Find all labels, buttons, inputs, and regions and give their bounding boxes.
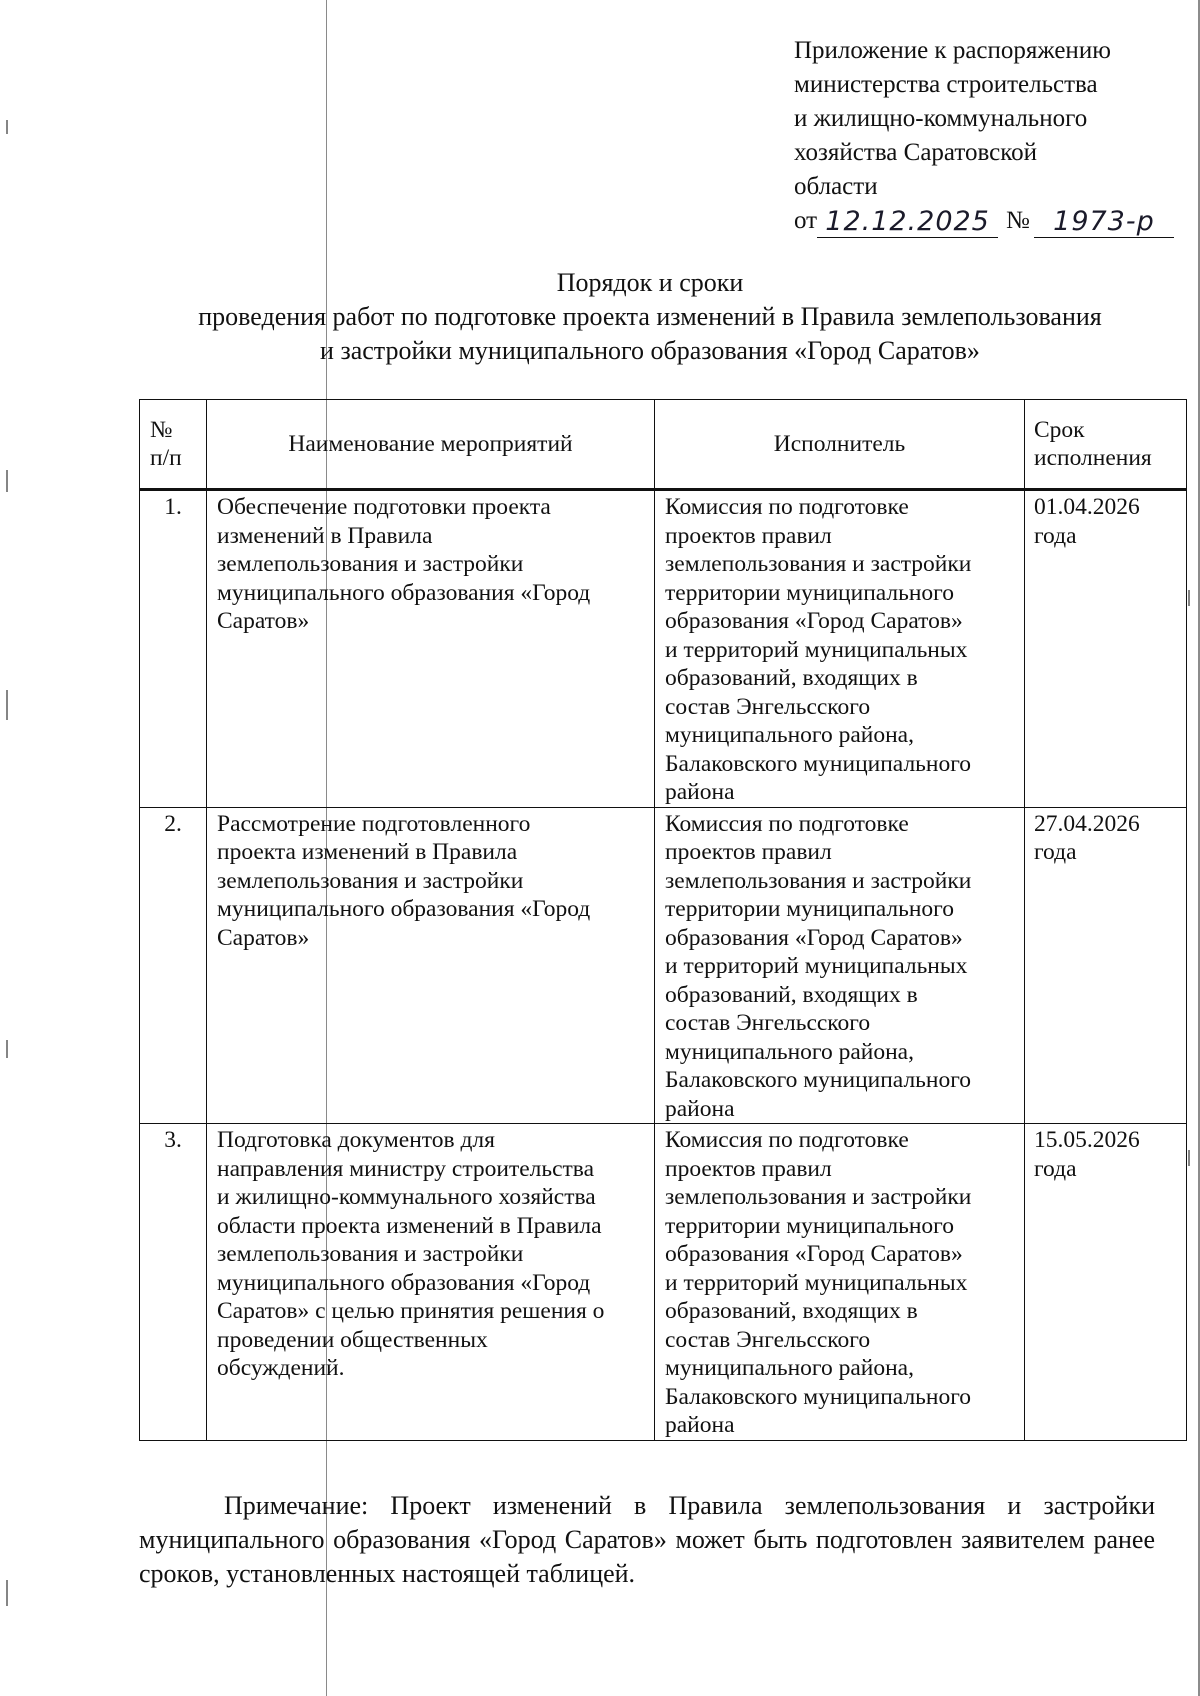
appendix-line: Приложение к распоряжению (794, 37, 1111, 64)
cell-line: муниципального образования «Город (217, 1269, 591, 1296)
cell-line: Комиссия по подготовке (665, 810, 909, 837)
title-line: Порядок и сроки (556, 268, 744, 297)
cell-line: Комиссия по подготовке (665, 494, 909, 520)
header-deadline-line: Срок (1034, 417, 1085, 443)
cell-line: землепользования и застройки (217, 1241, 524, 1267)
schedule-table (139, 399, 1187, 1441)
header-deadline-line: исполнения (1034, 445, 1152, 471)
table-row (140, 807, 1187, 1124)
header-executor: Исполнитель (655, 400, 1025, 490)
scan-speck (6, 690, 8, 720)
appendix-line: министерства строительства (794, 71, 1098, 98)
executor-cell (655, 807, 1025, 1124)
cell-line: образования «Город Саратов» (665, 608, 963, 634)
cell-line: Саратов» (217, 608, 310, 634)
cell-line: муниципального района, (665, 722, 914, 748)
document-title (130, 266, 1170, 368)
cell-line: области проекта изменений в Правила (217, 1212, 602, 1239)
cell-line: муниципального района, (665, 1038, 914, 1065)
handwritten-date: 12.12.2025 (817, 207, 998, 238)
cell-line: Балаковского муниципального (665, 1067, 972, 1093)
title-line: проведения работ по подготовке проекта изменений в Правила землепользования (198, 302, 1102, 331)
cell-line: землепользования и застройки (665, 551, 972, 577)
cell-line: проектов правил (665, 839, 832, 865)
table-header-row (140, 400, 1187, 490)
cell-line: 01.04.2026 (1034, 494, 1140, 520)
cell-line: района (665, 1412, 735, 1438)
deadline-cell (1025, 490, 1187, 808)
scan-speck (1188, 1150, 1190, 1166)
cell-line: Саратов» с целью принятия решения о (217, 1298, 605, 1324)
appendix-line: и жилищно-коммунального (794, 105, 1088, 132)
cell-line: территории муниципального (665, 896, 954, 922)
deadline-cell (1025, 807, 1187, 1124)
cell-line: территории муниципального (665, 1212, 954, 1239)
cell-line: Обеспечение подготовки проекта (217, 494, 551, 520)
cell-line: обсуждений. (217, 1355, 345, 1381)
cell-line: Балаковского муниципального (665, 1383, 972, 1410)
appendix-line: области (794, 173, 878, 200)
title-line: и застройки муниципального образования «Город Саратов» (320, 336, 980, 365)
cell-line: землепользования и застройки (665, 1184, 972, 1210)
cell-line: муниципального района, (665, 1355, 914, 1381)
cell-line: территории муниципального (665, 579, 954, 606)
activity-name-cell (207, 807, 655, 1124)
cell-line: года (1034, 522, 1077, 549)
scan-speck (6, 1040, 8, 1058)
cell-line: землепользования и застройки (217, 867, 524, 894)
cell-line: образования «Город Саратов» (665, 924, 963, 951)
cell-line: направления министру строительства (217, 1155, 595, 1182)
header-deadline (1025, 400, 1187, 490)
cell-line: состав Энгельсского (665, 1326, 871, 1353)
cell-line: образования «Город Саратов» (665, 1241, 963, 1267)
cell-line: проектов правил (665, 1155, 832, 1182)
row-number: 2. (140, 807, 207, 1124)
activity-name-cell (207, 1124, 655, 1441)
cell-line: образований, входящих в (665, 981, 918, 1008)
cell-line: и территорий муниципальных (665, 1269, 968, 1296)
number-label: № (1006, 207, 1030, 234)
cell-line: 27.04.2026 (1034, 810, 1140, 837)
row-number: 3. (140, 1124, 207, 1441)
handwritten-order-number: 1973-р (1034, 207, 1174, 238)
header-number-line: № (150, 417, 173, 443)
executor-cell (655, 1124, 1025, 1441)
cell-line: Балаковского муниципального (665, 750, 972, 777)
deadline-cell (1025, 1124, 1187, 1441)
cell-line: Подготовка документов для (217, 1127, 495, 1153)
cell-line: Комиссия по подготовке (665, 1127, 909, 1153)
table-body (140, 490, 1187, 1441)
cell-line: года (1034, 1155, 1077, 1182)
appendix-line: хозяйства Саратовской (794, 139, 1037, 166)
cell-line: изменений в Правила (217, 522, 433, 549)
cell-line: муниципального образования «Город (217, 579, 591, 606)
header-number-line: п/п (150, 445, 182, 471)
cell-line: 15.05.2026 (1034, 1127, 1140, 1153)
cell-line: состав Энгельсского (665, 693, 871, 720)
cell-line: района (665, 1095, 735, 1122)
cell-line: проведении общественных (217, 1326, 488, 1353)
activity-name-cell (207, 490, 655, 808)
header-activity-name: Наименование мероприятий (207, 400, 655, 490)
scan-speck (6, 1580, 8, 1606)
order-reference (794, 204, 1174, 238)
cell-line: землепользования и застройки (665, 867, 972, 894)
executor-cell (655, 490, 1025, 808)
row-number: 1. (140, 490, 207, 808)
cell-line: образований, входящих в (665, 1298, 918, 1324)
scan-speck (6, 120, 8, 134)
cell-line: года (1034, 839, 1077, 865)
from-label: от (794, 207, 818, 234)
cell-line: Рассмотрение подготовленного (217, 810, 531, 837)
table-header (140, 400, 1187, 490)
cell-line: землепользования и застройки (217, 551, 524, 577)
cell-line: и территорий муниципальных (665, 636, 968, 663)
scan-speck (6, 470, 8, 492)
cell-line: и жилищно-коммунального хозяйства (217, 1184, 596, 1210)
cell-line: состав Энгельсского (665, 1010, 871, 1036)
cell-line: проекта изменений в Правила (217, 839, 518, 865)
header-number (140, 400, 207, 490)
table-row (140, 490, 1187, 808)
scan-speck (1188, 590, 1190, 606)
cell-line: района (665, 779, 735, 805)
footnote-paragraph: Примечание: Проект изменений в Правила землепользования и застройки муниципального образования «Город Саратов» может быть подготовлен заявителем ранее сроков, установленных настоящей таблицей. (139, 1491, 1155, 1588)
cell-line: проектов правил (665, 522, 832, 549)
cell-line: Саратов» (217, 924, 310, 951)
cell-line: муниципального образования «Город (217, 896, 591, 922)
cell-line: образований, входящих в (665, 665, 918, 691)
table-row (140, 1124, 1187, 1441)
appendix-header (794, 34, 1174, 238)
cell-line: и территорий муниципальных (665, 953, 968, 979)
